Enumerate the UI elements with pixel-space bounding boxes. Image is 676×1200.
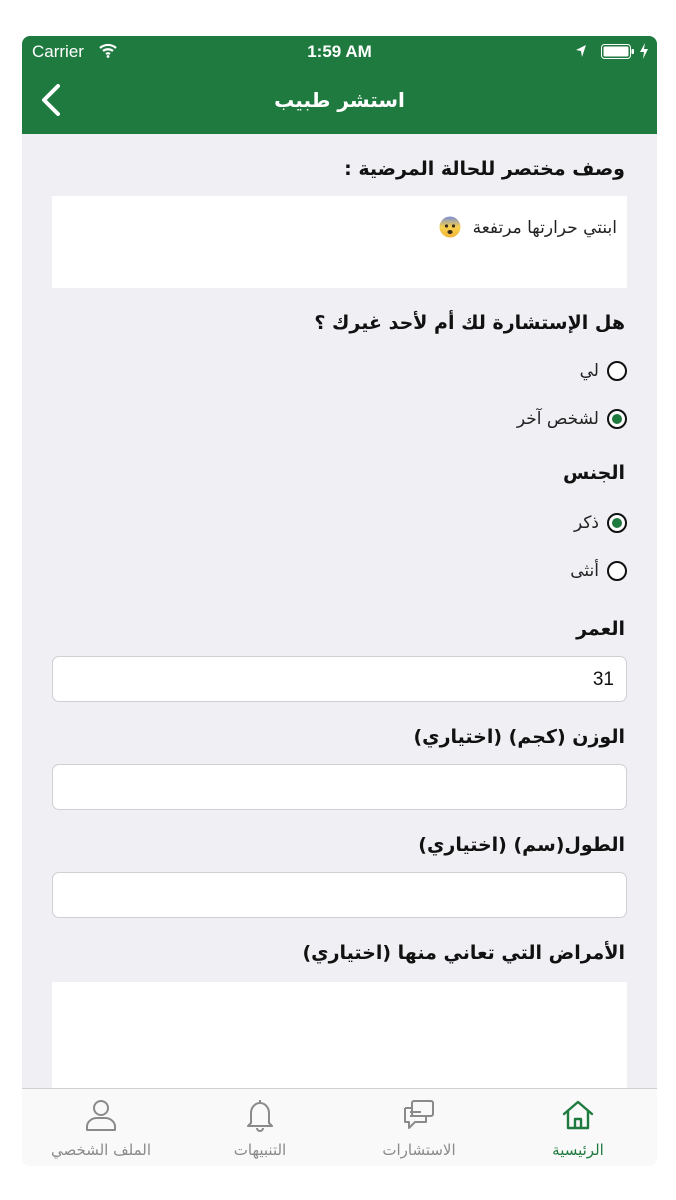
bell-icon [242, 1097, 278, 1133]
tab-label: الملف الشخصي [51, 1141, 151, 1159]
tab-label: التنبيهات [233, 1141, 287, 1159]
description-textarea[interactable] [52, 196, 627, 288]
radio-consult-self[interactable] [580, 356, 627, 386]
radio-label: أنثى [570, 561, 599, 581]
profile-icon [83, 1097, 119, 1133]
carrier-label: Carrier [32, 42, 84, 61]
chat-icon [401, 1097, 437, 1133]
charging-icon [639, 43, 649, 59]
description-label: وصف مختصر للحالة المرضية : [344, 158, 625, 180]
tab-label: الاستشارات [382, 1141, 456, 1159]
consult-for-label: هل الإستشارة لك أم لأحد غيرك ؟ [314, 312, 625, 334]
consultation-form [22, 134, 657, 1088]
tab-notifications[interactable] [181, 1089, 339, 1166]
tab-profile[interactable] [22, 1089, 180, 1166]
radio-label: لي [579, 361, 599, 381]
age-input[interactable]: 31 [52, 656, 627, 702]
radio-label: ذكر [573, 513, 599, 533]
battery-icon [601, 44, 635, 59]
tab-home[interactable] [499, 1089, 657, 1166]
radio-circle-selected[interactable] [607, 513, 627, 533]
description-value: ابنتي حرارتها مرتفعة [472, 218, 617, 238]
page-title: استشر طبيب [274, 88, 405, 112]
clock: 1:59 AM [307, 42, 372, 61]
status-bar [22, 36, 657, 68]
fearful-face-emoji-icon [439, 216, 461, 238]
radio-label: لشخص آخر [516, 409, 599, 429]
navigation-bar [22, 68, 657, 134]
diseases-textarea[interactable] [52, 982, 627, 1088]
home-icon [560, 1097, 596, 1133]
radio-gender-female[interactable] [570, 556, 627, 586]
radio-circle[interactable] [607, 361, 627, 381]
weight-input[interactable] [52, 764, 627, 810]
radio-circle-selected[interactable] [607, 409, 627, 429]
radio-circle[interactable] [607, 561, 627, 581]
app-screen [22, 36, 657, 1166]
age-label: العمر [576, 618, 625, 640]
radio-consult-other[interactable] [517, 404, 627, 434]
tab-bar [22, 1088, 657, 1166]
gender-label: الجنس [563, 462, 625, 484]
tab-consultations[interactable] [340, 1089, 498, 1166]
location-icon [575, 44, 587, 58]
weight-label: الوزن (كجم) (اختياري) [413, 726, 625, 748]
height-input[interactable] [52, 872, 627, 918]
height-label: الطول(سم) (اختياري) [418, 834, 625, 856]
radio-gender-male[interactable] [574, 508, 627, 538]
diseases-label: الأمراض التي تعاني منها (اختياري) [302, 942, 625, 964]
description-value-row [439, 216, 617, 238]
tab-label: الرئيسية [552, 1141, 604, 1159]
